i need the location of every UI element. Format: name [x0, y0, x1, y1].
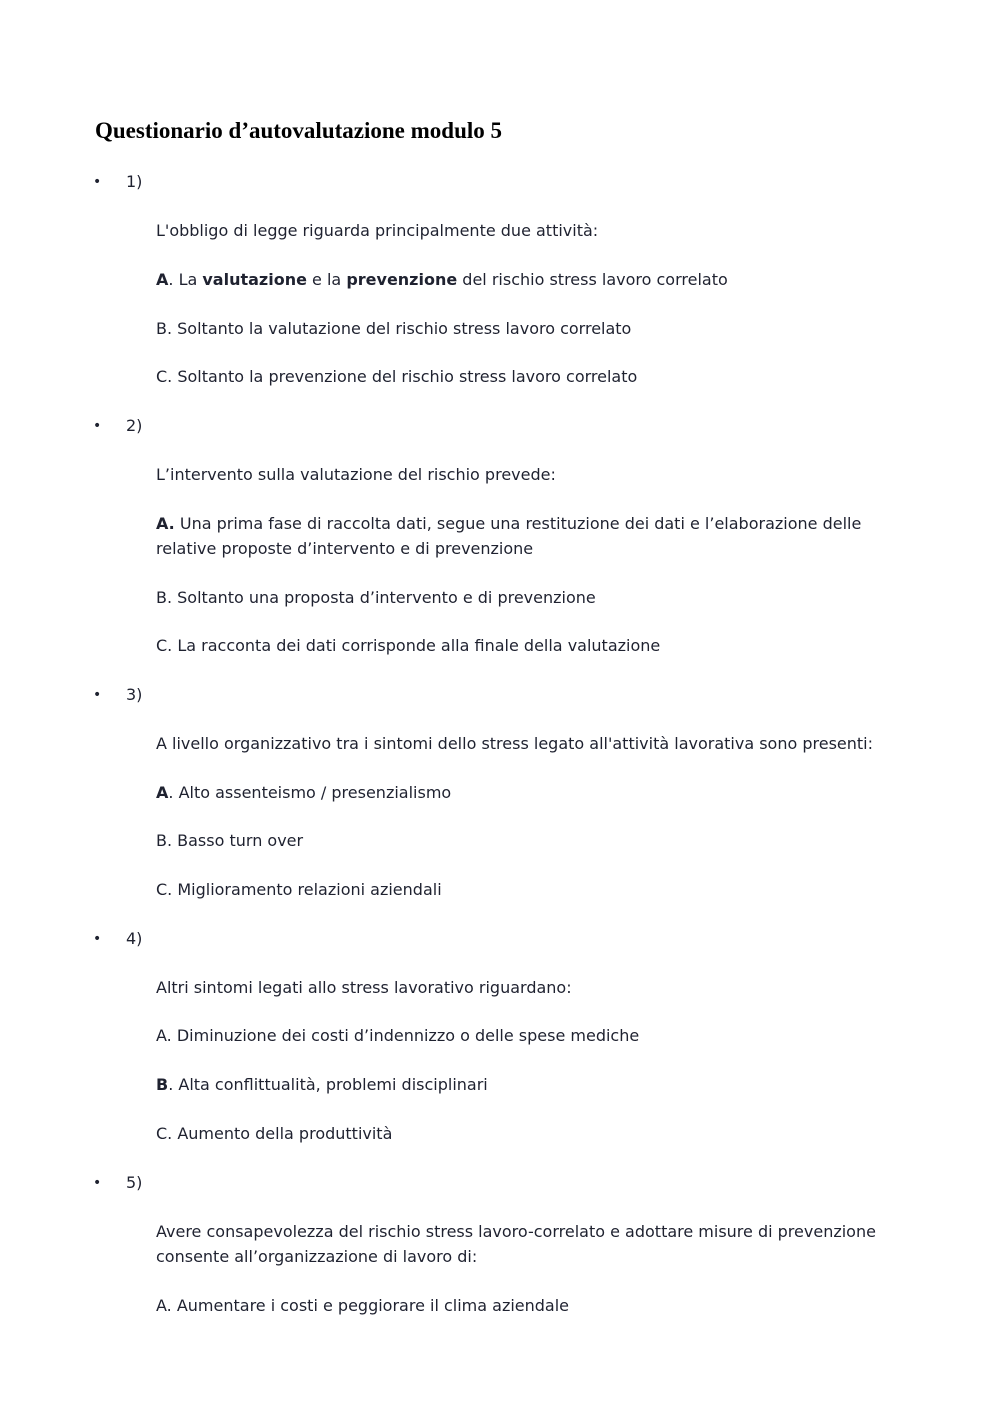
option-c: C. Soltanto la prevenzione del rischio stress lavoro correlato — [156, 367, 638, 386]
option-a-correct: A. La valutazione e la prevenzione del rischio stress lavoro correlato — [156, 270, 728, 289]
option-a: A. Diminuzione dei costi d’indennizzo o delle spese mediche — [156, 1026, 640, 1045]
option-b: B. Soltanto una proposta d’intervento e di prevenzione — [156, 588, 596, 607]
question-number: 2) — [126, 416, 143, 435]
question-text: Avere consapevolezza del rischio stress lavoro-correlato e adottare misure di prevenzione consente all’organizzazione di lavoro di: — [156, 1222, 876, 1266]
question-number: 1) — [126, 172, 143, 191]
option-b-correct: B. Alta conflittualità, problemi disciplinari — [156, 1075, 488, 1094]
option-a: A. Aumentare i costi e peggiorare il clima aziendale — [156, 1296, 570, 1315]
option-letter: A — [156, 783, 169, 802]
list-bullet: • — [93, 1175, 102, 1191]
option-letter: B — [156, 1075, 169, 1094]
option-b: B. Basso turn over — [156, 831, 304, 850]
option-letter: A. — [156, 514, 175, 533]
question-text: L'obbligo di legge riguarda principalmente due attività: — [156, 221, 599, 240]
option-b: B. Soltanto la valutazione del rischio stress lavoro correlato — [156, 319, 632, 338]
question-number: 5) — [126, 1173, 143, 1192]
question-number: 3) — [126, 685, 143, 704]
option-letter: A — [156, 270, 169, 289]
list-bullet: • — [93, 687, 102, 703]
question-text: Altri sintomi legati allo stress lavorativo riguardano: — [156, 978, 572, 997]
document-title: Questionario d’autovalutazione modulo 5 — [95, 118, 503, 143]
option-a-correct: A. Una prima fase di raccolta dati, segue una restituzione dei dati e l’elaborazione delle relative proposte d’intervento e di prevenzione — [156, 514, 862, 558]
list-bullet: • — [93, 174, 102, 190]
list-bullet: • — [93, 931, 102, 947]
question-number: 4) — [126, 929, 143, 948]
emphasis-text: prevenzione — [346, 270, 458, 289]
question-text: L’intervento sulla valutazione del rischio prevede: — [156, 465, 556, 484]
option-a-correct: A. Alto assenteismo / presenzialismo — [156, 783, 452, 802]
option-c: C. Aumento della produttività — [156, 1124, 393, 1143]
option-c: C. La racconta dei dati corrisponde alla finale della valutazione — [156, 636, 661, 655]
emphasis-text: valutazione — [202, 270, 307, 289]
list-bullet: • — [93, 418, 102, 434]
question-text: A livello organizzativo tra i sintomi dello stress legato all'attività lavorativa sono presenti: — [156, 734, 874, 753]
option-c: C. Miglioramento relazioni aziendali — [156, 880, 442, 899]
